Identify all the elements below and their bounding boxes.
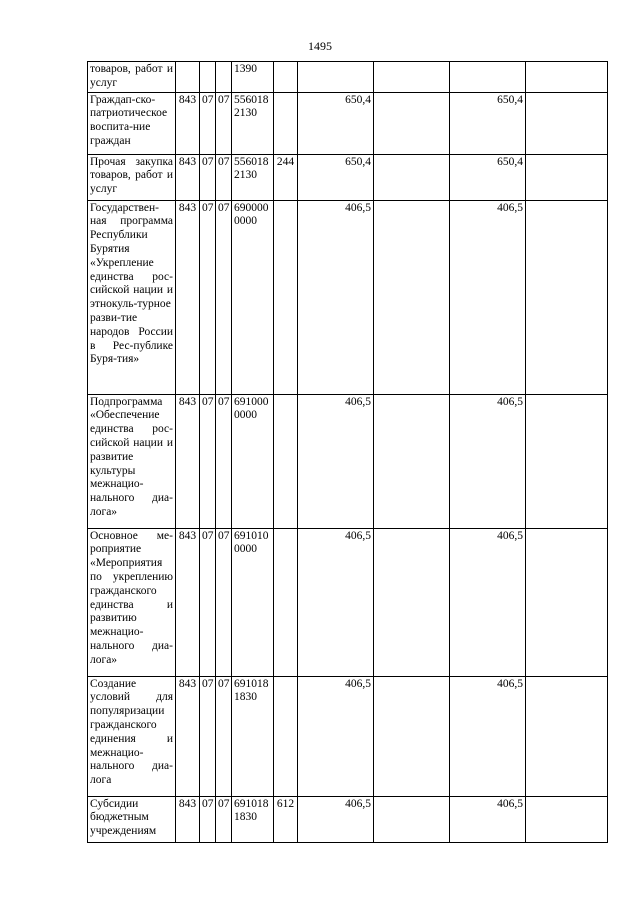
row-sum-2 [374,154,450,200]
row-sum-2 [374,92,450,154]
row-grbs: 843 [176,92,200,154]
row-sum-4 [526,796,608,842]
row-rz: 07 [200,796,216,842]
row-grbs: 843 [176,394,200,528]
row-grbs: 843 [176,796,200,842]
row-sum-3: 406,5 [450,796,526,842]
row-sum-3: 650,4 [450,92,526,154]
row-sum-1: 406,5 [298,200,374,394]
row-pr: 07 [216,796,232,842]
row-name: Подпрограмма «Обеспечение единства рос-сийской нации и развитие культуры межнацио-нального диа-лога» [88,394,176,528]
row-rz: 07 [200,200,216,394]
row-grbs [176,62,200,93]
row-csr: 5560182130 [232,92,274,154]
row-csr: 6910181830 [232,676,274,796]
row-sum-3: 406,5 [450,676,526,796]
row-sum-4 [526,92,608,154]
row-vr [274,92,298,154]
row-sum-2 [374,62,450,93]
row-sum-2 [374,528,450,676]
row-name: Граждап-ско-патриотическое воспита-ние граждан [88,92,176,154]
row-sum-1 [298,62,374,93]
row-sum-4 [526,676,608,796]
row-sum-2 [374,200,450,394]
row-vr: 612 [274,796,298,842]
page-number: 1495 [308,39,332,53]
table-row [88,62,608,93]
row-pr: 07 [216,394,232,528]
row-grbs: 843 [176,528,200,676]
row-sum-4 [526,528,608,676]
row-csr: 6910000000 [232,394,274,528]
row-vr [274,676,298,796]
row-sum-2 [374,394,450,528]
row-name: товаров, работ и услуг [88,62,176,93]
row-vr [274,62,298,93]
row-sum-3: 406,5 [450,528,526,676]
row-sum-1: 650,4 [298,154,374,200]
row-grbs: 843 [176,200,200,394]
row-rz: 07 [200,154,216,200]
table-row [88,92,608,154]
row-pr: 07 [216,200,232,394]
row-name: Государствен-ная программа Республики Бурятия «Укрепление единства рос-сийской нации и этнокуль-турное разви-тие народов России в Рес-публике Буря-тия» [88,200,176,394]
row-sum-3: 650,4 [450,154,526,200]
row-sum-1: 406,5 [298,796,374,842]
row-rz [200,62,216,93]
table-row [88,676,608,796]
row-pr [216,62,232,93]
row-name: Субсидии бюджетным учреждениям [88,796,176,842]
row-name: Создание условий для популяризации гражданского единения и межнацио-нального диа-лога [88,676,176,796]
row-rz: 07 [200,676,216,796]
row-rz: 07 [200,528,216,676]
row-sum-2 [374,796,450,842]
row-pr: 07 [216,92,232,154]
row-sum-1: 406,5 [298,528,374,676]
budget-table [87,61,608,843]
row-sum-4 [526,200,608,394]
row-sum-1: 406,5 [298,676,374,796]
row-csr: 6910100000 [232,528,274,676]
row-csr: 1390 [232,62,274,93]
row-vr [274,528,298,676]
row-sum-4 [526,394,608,528]
row-sum-1: 650,4 [298,92,374,154]
row-sum-1: 406,5 [298,394,374,528]
row-sum-2 [374,676,450,796]
table-row [88,154,608,200]
row-vr [274,394,298,528]
row-rz: 07 [200,92,216,154]
row-csr: 6900000000 [232,200,274,394]
row-pr: 07 [216,154,232,200]
table-row [88,200,608,394]
row-vr: 244 [274,154,298,200]
row-grbs: 843 [176,676,200,796]
table-row [88,528,608,676]
row-sum-3: 406,5 [450,394,526,528]
row-rz: 07 [200,394,216,528]
row-name: Основное ме-роприятие «Мероприятия по укреплению гражданского единства и развитию межнацио-нального диа-лога» [88,528,176,676]
row-sum-4 [526,154,608,200]
table-row [88,796,608,842]
row-sum-4 [526,62,608,93]
row-pr: 07 [216,676,232,796]
row-vr [274,200,298,394]
row-pr: 07 [216,528,232,676]
row-sum-3: 406,5 [450,200,526,394]
row-csr: 6910181830 [232,796,274,842]
row-grbs: 843 [176,154,200,200]
row-sum-3 [450,62,526,93]
row-name: Прочая закупка товаров, работ и услуг [88,154,176,200]
table-row [88,394,608,528]
row-csr: 5560182130 [232,154,274,200]
